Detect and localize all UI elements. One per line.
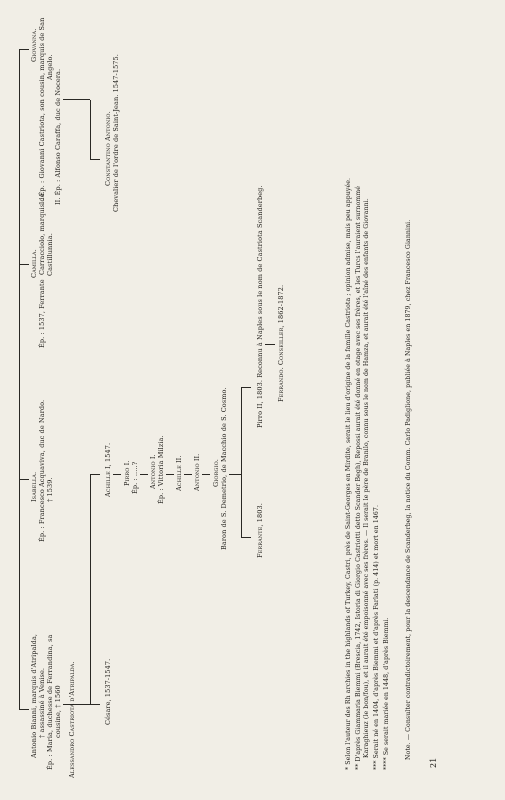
col2-stem-2 xyxy=(140,474,148,475)
footnote-2: ** D'après Giammaria Biemmi (Brescia, 1742, Istoria di Giorgio Castriotti detto Scander Begh), Repossi aurait été donné en otage avec ses frères, et les Turcs l'auraient surnommé xyxy=(355,186,362,770)
col2-pirro1: Pirro I. xyxy=(123,460,131,486)
col1-cesare: Césare, 1537-1547. xyxy=(104,658,112,725)
col4-stem xyxy=(63,99,90,100)
col1-drop-cesare xyxy=(90,704,100,705)
col2-antonio1: Antonio I. xyxy=(149,454,157,489)
col2-isabella: Isabella. xyxy=(30,471,38,502)
col4-line1: 1. Ép. : Giovanni Castriota, son cousin, marquis de San xyxy=(38,17,46,205)
col2-ferrando: Ferrando. Conseiller, 1862-1872. xyxy=(277,284,285,402)
col1-child-line xyxy=(90,475,91,705)
col1-antonio-line3: Ép. : Maria, duchesse de Ferrandina, sa xyxy=(46,634,54,770)
col2-stem-3 xyxy=(166,474,174,475)
col4-costantino: Constantino Antonio. xyxy=(104,111,112,186)
col2-death: † 1539. xyxy=(46,477,54,502)
col4-line2: Angelo. xyxy=(46,54,54,80)
col2-stem-7 xyxy=(265,344,275,345)
col2-antonio1-ep: Ép. : Vittoria Milzia. xyxy=(157,435,165,504)
col2-stem-4 xyxy=(184,474,192,475)
footnote-5: **** Se serait mariée en 1448, d'après Biemmi. xyxy=(383,617,390,770)
tree-drop-col4 xyxy=(19,49,29,50)
col2-drop-achille1 xyxy=(90,474,100,475)
tree-drop-col2 xyxy=(19,479,29,480)
tree-top-line xyxy=(19,50,20,710)
tree-drop-col1 xyxy=(19,709,29,710)
col2-achille2: Achille II. xyxy=(175,455,183,491)
footnote-3: Karaghieuz (le bon/fou), et il aurait été empoisonné avec ses frères. — Il serait le père de Branilo, connu sous le nom de Hamza, et aurait été l'aîné des enfants de Giovanni. xyxy=(363,198,370,758)
col2-stem-5 xyxy=(202,474,210,475)
col3-camilla-line2: Castillunnia. xyxy=(46,233,54,276)
col2-drop-ferrante xyxy=(241,537,251,538)
footnote-4: *** Serait né en 1404, d'après Biemmi et d'après Farlati (p. 414) et mort en 1467. xyxy=(373,504,380,770)
col1-antonio-line1: Antonio Bianni, marquis d'Atripalda, xyxy=(30,633,38,758)
col2-giorgio: Giorgio. xyxy=(212,459,220,487)
col2-marriage2: Ép. : 1537, Ferrante xyxy=(38,279,46,348)
col4-line3: II. Ép. : Alfonso Caraffa, duc de Nocera. xyxy=(54,68,62,205)
col2-drop-pirro2 xyxy=(241,387,251,388)
col2-achille1: Achille I, 1547. xyxy=(104,442,112,497)
footnote-1: * Selon l'auteur des Rh archies in the highlands of Turkey, Castri, près de Saint-Georges en Mirdite, serait le lieu d'origine de la famille Castriota ; opinion admise, mais peu appuyée. xyxy=(345,177,352,770)
col1-antonio-line2: † assassiné à Venise. xyxy=(38,667,46,738)
col1-alessandro: Alessandro Castriota d'Atripalda. xyxy=(68,661,76,778)
col1-antonio-line4: cousine, † 1560 xyxy=(54,685,62,738)
col4-drop-costantino xyxy=(90,159,100,160)
col2-child-line xyxy=(241,388,242,538)
page-number: 21 xyxy=(429,757,438,768)
col2-stem-1 xyxy=(113,474,121,475)
col4-giovanna: Giovanna. xyxy=(30,28,38,62)
col2-antonio2: Antonio II. xyxy=(193,453,201,491)
col2-ferrante: Ferrante, 1803. xyxy=(256,503,264,558)
tree-drop-col3 xyxy=(19,264,29,265)
col4-chevalier: Chevalier de l'ordre de Saint-Jean. 1547-1575. xyxy=(112,54,120,212)
col3-camilla: Camilla. xyxy=(30,249,38,278)
col2-pirro1-ep: Ép. : .....? xyxy=(131,461,139,494)
col4-child-line xyxy=(90,100,91,160)
col3-camilla-line1: Carracciolo, marquis de xyxy=(38,193,46,275)
col2-baron: Baron de S. Demetrio, de Macchio de S. Cosmo. xyxy=(220,387,228,550)
note-paragraph: Note. — Consulter contradictoirement, pour la descendance de Scanderbeg, la notice du Comm. Carlo Padiglione, publiée à Naples en 1879, chez Francesco Giannini. xyxy=(405,219,412,760)
col2-pirro2: Pirro II, 1803. Reconnu à Naples sous le nom de Castriota Scanderbeg. xyxy=(256,185,264,428)
col2-marriage1: Ép. : Francesco Acquaviva, duc de Nardo. xyxy=(38,399,46,542)
col2-stem-6 xyxy=(229,474,241,475)
